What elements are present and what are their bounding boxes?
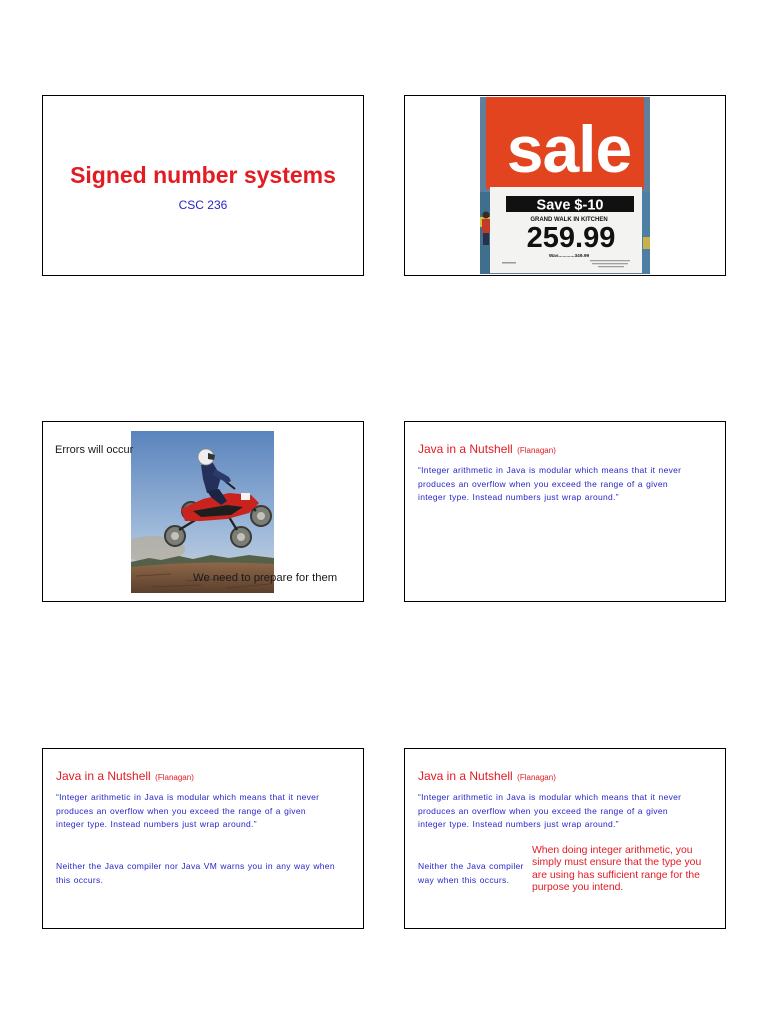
book-title: Java in a Nutshell [56,769,151,783]
note-line: this occurs. [56,874,104,885]
quote-line: “Integer arithmetic in Java is modular which means that it never [56,792,320,802]
book-author: (Flanagan) [517,773,556,782]
slide-heading [418,441,556,459]
quote-line: produces an overflow when you exceed the range of a given [418,805,668,816]
sign-price: 259.99 [526,222,616,254]
atv-jump-photo [131,431,274,593]
quote-block [56,791,319,832]
book-author: (Flanagan) [517,446,556,455]
callout-box [530,845,703,895]
callout-line: are using has sufficient range for the [532,869,700,881]
atv-wheel [231,527,251,547]
callout-line: simply must ensure that the type you [532,857,702,869]
quote-line: integer type. Instead numbers just wrap around.” [418,492,619,503]
note-line: Neither the Java compiler nor Java VM warns you in any way when [56,861,335,871]
note-line: Neither the Java compiler [418,861,524,871]
slide-title-heading: Signed number systems [70,162,336,188]
slide-errors-caption: We need to prepare for them [193,572,338,584]
slide-sale-sign [404,95,726,276]
quote-block [418,464,681,505]
shopper-figure [482,212,490,246]
store-shelf-right [642,192,650,274]
slide-title-subtitle: CSC 236 [178,198,228,212]
quote-line: integer type. Instead numbers just wrap around.” [56,819,257,830]
atv-number-plate [241,493,250,500]
store-shelf-item [643,237,650,249]
sale-sign-photo [480,97,650,274]
slide-java-quote-warning [42,748,364,929]
quote-line: produces an overflow when you exceed the range of a given [418,478,668,489]
sign-product-name: GRAND WALK IN KITCHEN [530,217,608,223]
slide-heading [56,768,194,786]
warning-note [418,860,524,887]
book-title: Java in a Nutshell [418,442,513,456]
quote-line: “Integer arithmetic in Java is modular which means that it never [418,792,682,802]
slide-heading [418,768,556,786]
quote-line: integer type. Instead numbers just wrap around.” [418,819,619,830]
slide-errors [42,421,364,602]
book-title: Java in a Nutshell [418,769,513,783]
note-line: way when this occurs. [418,874,510,885]
callout-line: When doing integer arithmetic, you [532,845,693,856]
slide-java-quote-callout [404,748,726,929]
quote-line: “Integer arithmetic in Java is modular which means that it never [418,465,682,475]
sign-save-label: Save $-10 [536,197,604,214]
sign-was-price: Was............349.99 [548,254,590,259]
book-author: (Flanagan) [155,773,194,782]
quote-block [418,791,681,832]
slide-errors-heading: Errors will occur [55,444,134,456]
sign-headline: sale [506,112,632,186]
slide-title [42,95,364,276]
warning-note [56,860,335,887]
quote-line: produces an overflow when you exceed the range of a given [56,805,306,816]
callout-line: purpose you intend. [532,882,624,894]
slide-java-quote [404,421,726,602]
